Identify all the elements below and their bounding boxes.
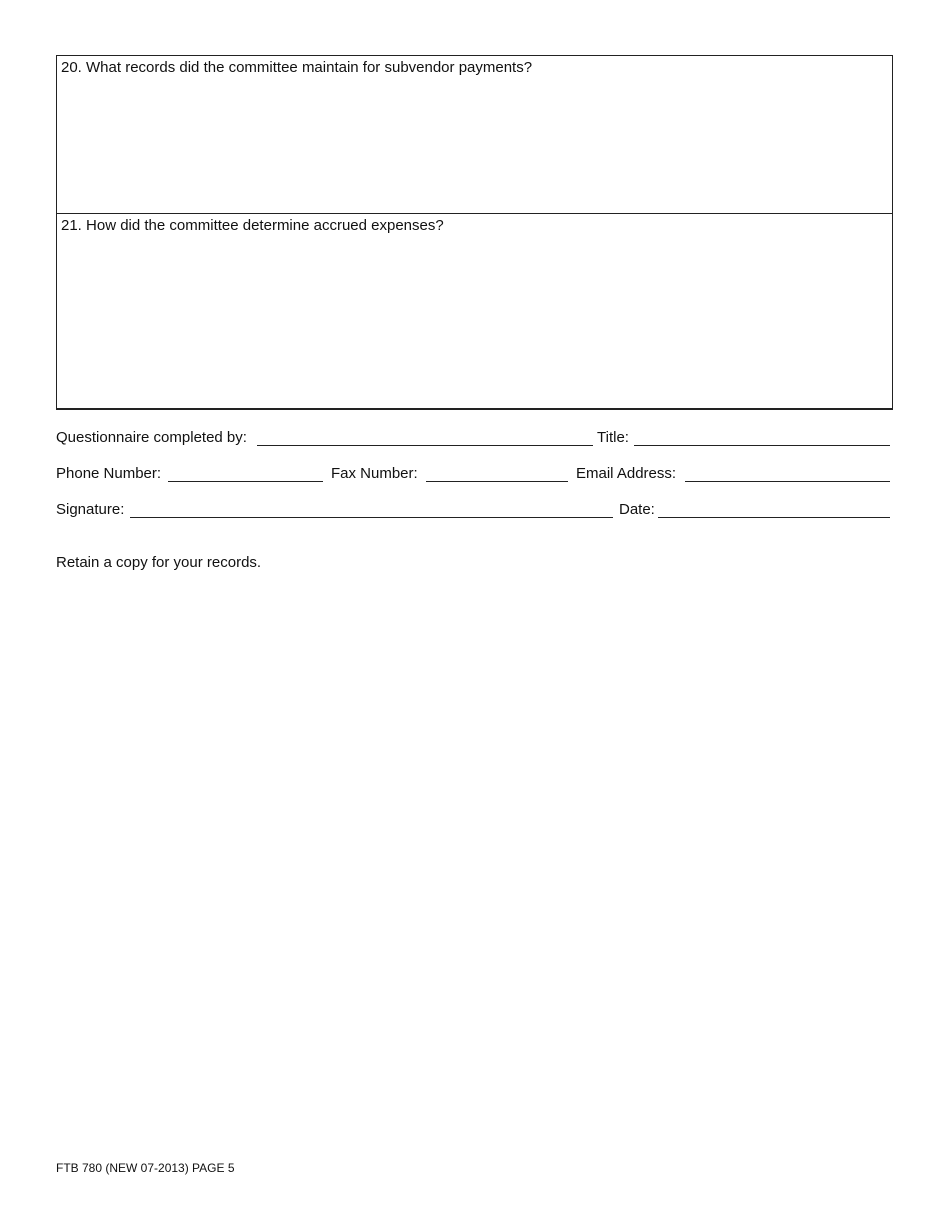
- completed-by-label: Questionnaire completed by:: [56, 429, 247, 446]
- fax-field[interactable]: [426, 481, 568, 482]
- title-field[interactable]: [634, 445, 890, 446]
- title-label: Title:: [597, 429, 629, 446]
- retain-copy-note: Retain a copy for your records.: [56, 554, 262, 571]
- fax-label: Fax Number:: [331, 465, 418, 482]
- form-footer: FTB 780 (NEW 07-2013) PAGE 5: [56, 1161, 235, 1175]
- date-label: Date:: [619, 501, 655, 518]
- question-21-box[interactable]: [56, 213, 893, 410]
- question-20-label: 20. What records did the committee maintain for subvendor payments?: [61, 59, 533, 76]
- completed-by-field[interactable]: [257, 445, 593, 446]
- email-label: Email Address:: [576, 465, 677, 482]
- question-21-label: 21. How did the committee determine accrued expenses?: [61, 217, 444, 234]
- contact-row: [56, 465, 890, 485]
- signature-row: [56, 501, 890, 521]
- phone-field[interactable]: [168, 481, 323, 482]
- date-field[interactable]: [658, 517, 890, 518]
- question-20-box[interactable]: [56, 55, 893, 214]
- completed-by-row: [56, 429, 890, 449]
- phone-label: Phone Number:: [56, 465, 162, 482]
- email-field[interactable]: [685, 481, 890, 482]
- signature-label: Signature:: [56, 501, 125, 518]
- signature-field[interactable]: [130, 517, 613, 518]
